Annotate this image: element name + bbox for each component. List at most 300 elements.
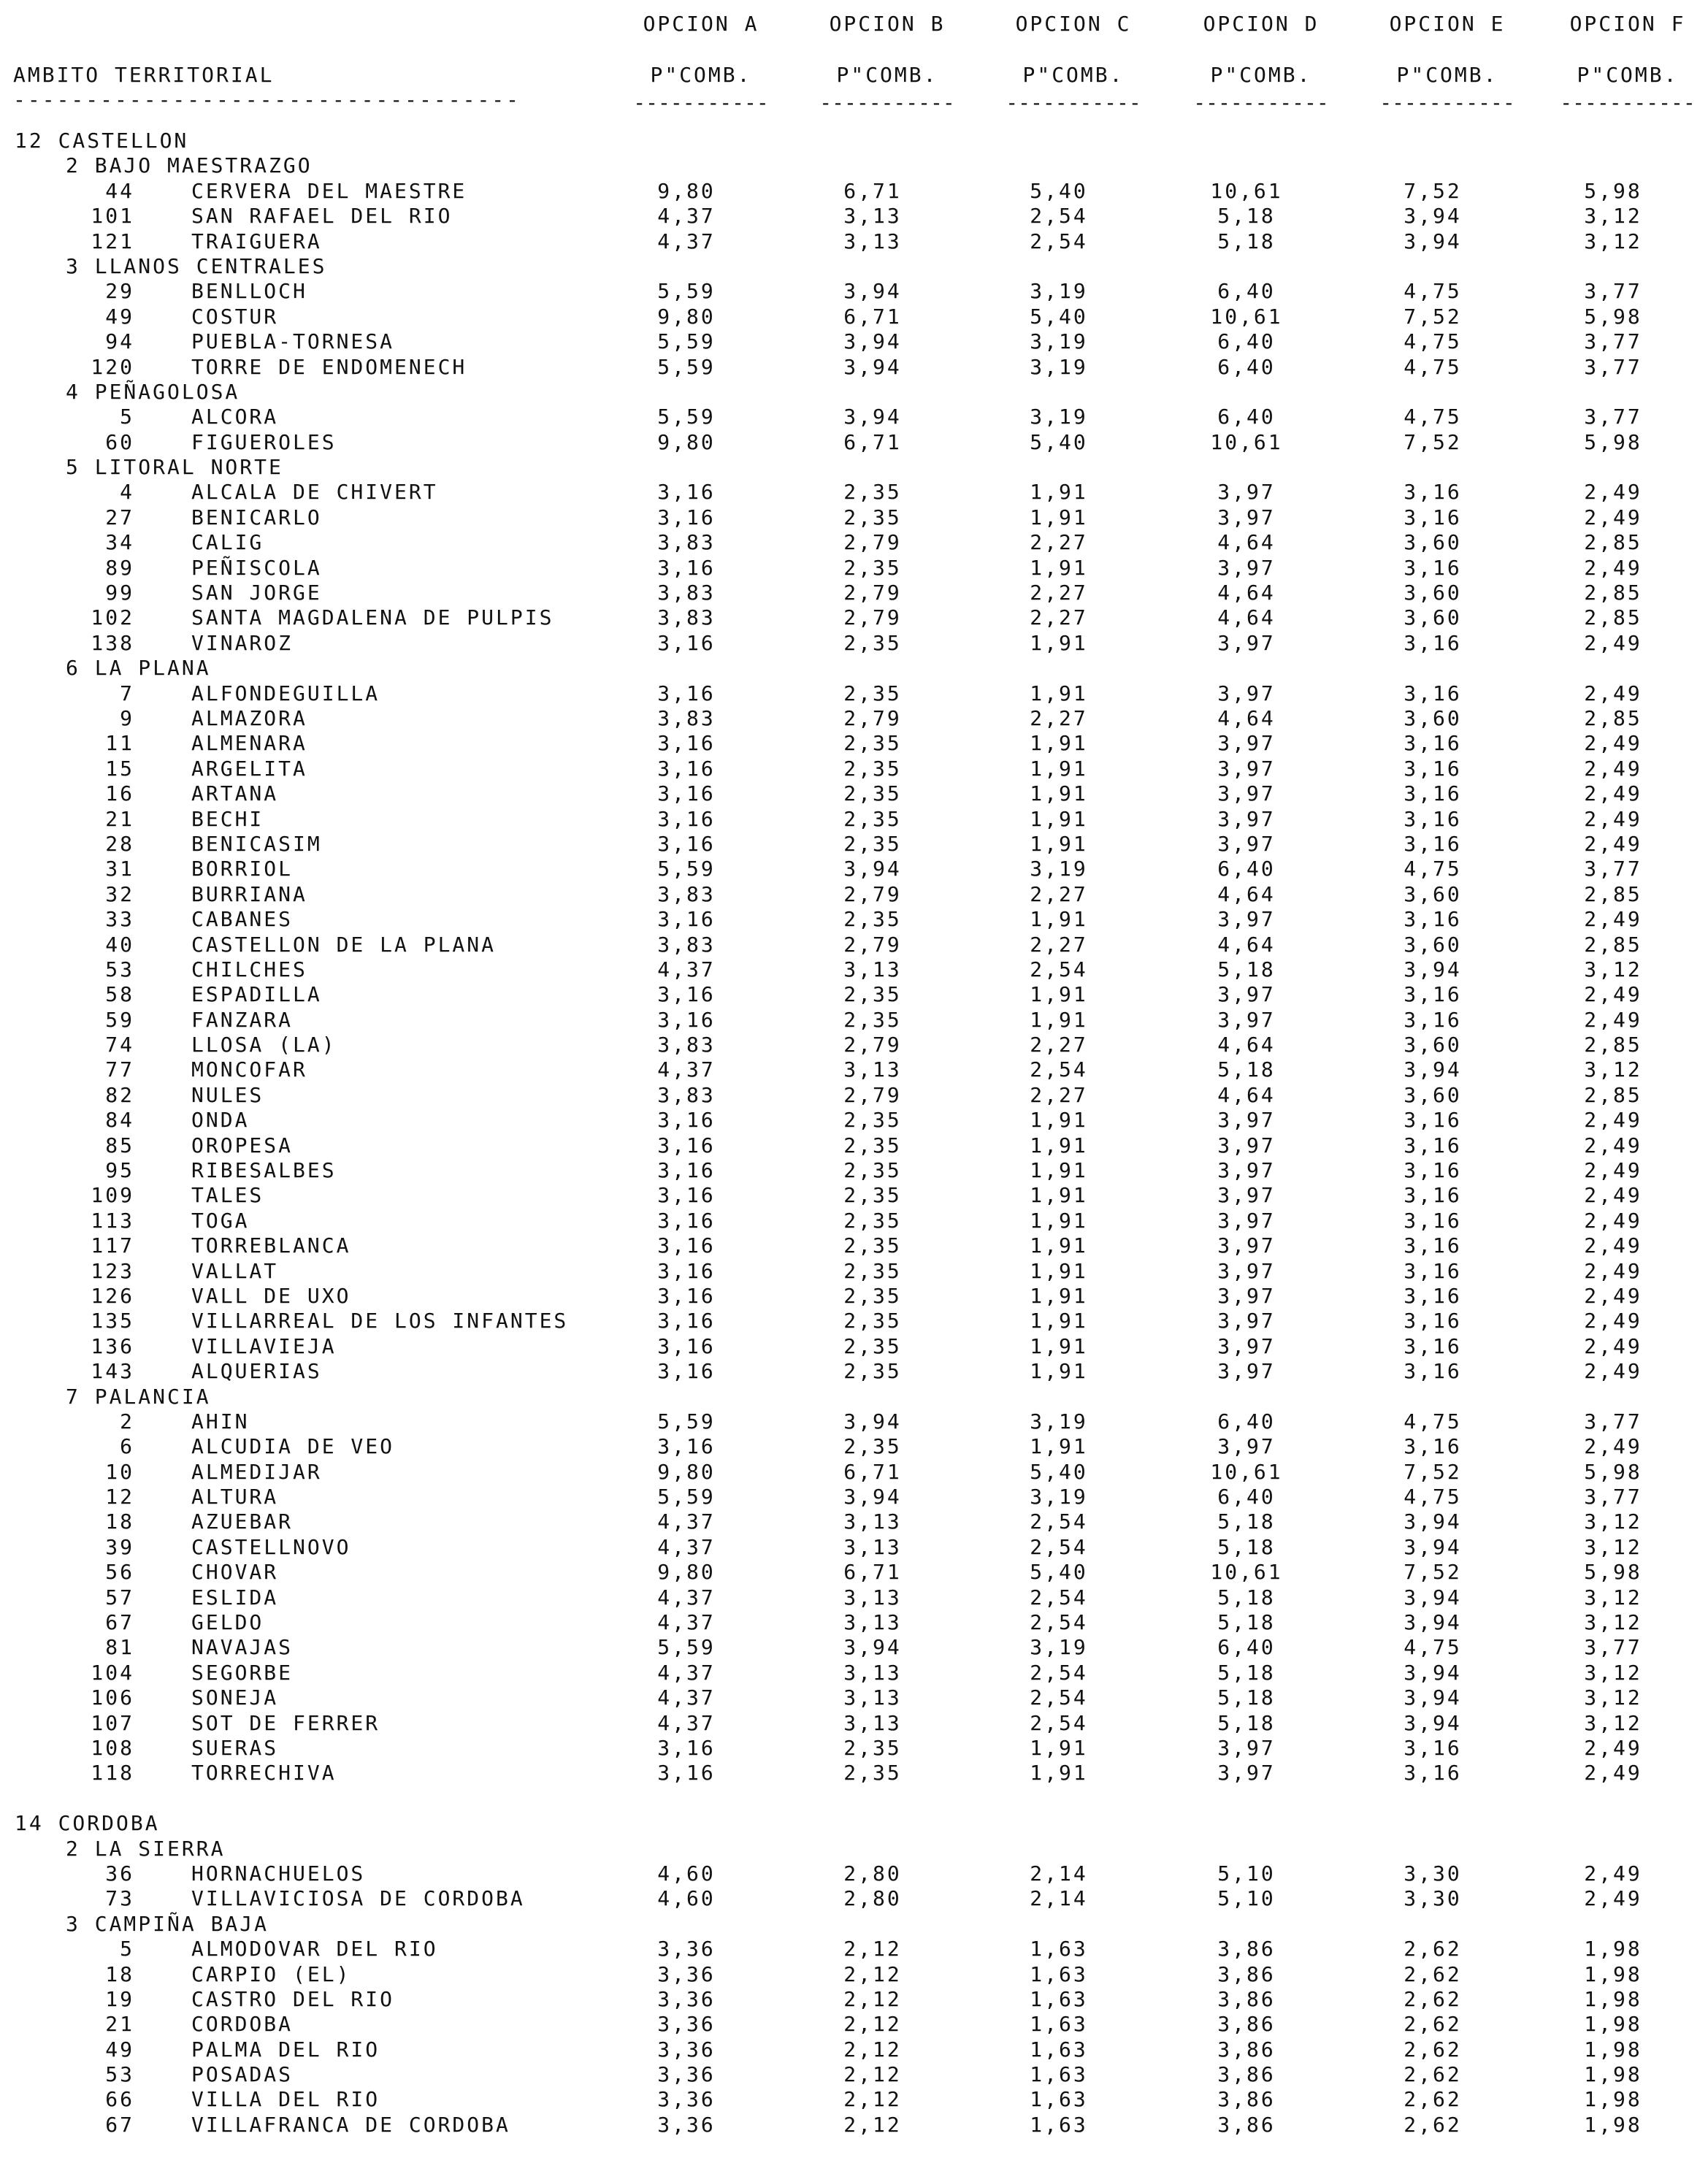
table-body <box>0 129 1708 2137</box>
municipality-name: SAN JORGE <box>191 581 322 605</box>
option-value-cell: 1,91 <box>1030 505 1088 529</box>
option-value-cell: 2,85 <box>1584 530 1642 555</box>
option-value-cell: 2,35 <box>843 1434 902 1459</box>
option-value-cell: 3,97 <box>1217 831 1276 856</box>
option-value-cell: 3,12 <box>1584 204 1642 229</box>
option-value-cell: 5,98 <box>1584 178 1642 203</box>
municipality-code: 4 <box>120 480 134 505</box>
option-value-cell: 5,40 <box>1030 178 1088 203</box>
option-value-cell: 2,85 <box>1584 932 1642 957</box>
option-value-cell: 5,40 <box>1030 304 1088 329</box>
municipality-code: 135 <box>91 1309 134 1333</box>
option-value-cell: 2,49 <box>1584 1761 1642 1785</box>
district-label: 7 PALANCIA <box>66 1384 211 1409</box>
option-value-cell: 3,97 <box>1217 505 1276 529</box>
table-row <box>0 631 1708 656</box>
option-value-cell: 1,63 <box>1030 1961 1088 1986</box>
option-value-cell: 3,94 <box>843 1409 902 1434</box>
option-e-subheader: P"COMB. <box>1396 63 1498 87</box>
option-value-cell: 3,97 <box>1217 907 1276 932</box>
table-row <box>0 2087 1708 2112</box>
option-value-cell: 3,13 <box>843 204 902 229</box>
territory-underline: ----------------------------------- <box>13 88 521 112</box>
option-f-underline: ----------- <box>1560 91 1696 115</box>
municipality-name: COSTUR <box>191 304 279 329</box>
option-value-cell: 7,52 <box>1403 304 1462 329</box>
option-value-cell: 4,75 <box>1403 1409 1462 1434</box>
option-value-cell: 3,77 <box>1584 1409 1642 1434</box>
option-value-cell: 4,75 <box>1403 279 1462 304</box>
option-value-cell: 2,27 <box>1030 705 1088 730</box>
municipality-code: 59 <box>105 1007 134 1032</box>
option-value-cell: 2,12 <box>843 2012 902 2037</box>
option-value-cell: 1,91 <box>1030 681 1088 705</box>
option-value-cell: 3,94 <box>1403 1585 1462 1610</box>
municipality-code: 34 <box>105 530 134 555</box>
option-value-cell: 3,16 <box>657 1158 716 1183</box>
option-value-cell: 5,40 <box>1030 1459 1088 1484</box>
table-row <box>0 1736 1708 1761</box>
option-value-cell: 3,97 <box>1217 555 1276 580</box>
option-value-cell: 3,97 <box>1217 731 1276 756</box>
option-value-cell: 3,16 <box>1403 1434 1462 1459</box>
municipality-code: 95 <box>105 1158 134 1183</box>
option-value-cell: 2,79 <box>843 581 902 605</box>
option-value-cell: 3,16 <box>1403 1309 1462 1333</box>
municipality-name: NAVAJAS <box>191 1635 294 1660</box>
option-value-cell: 2,14 <box>1030 1861 1088 1886</box>
option-value-cell: 2,54 <box>1030 1509 1088 1534</box>
option-value-cell: 3,60 <box>1403 1082 1462 1107</box>
option-value-cell: 2,49 <box>1584 1233 1642 1258</box>
option-value-cell: 3,12 <box>1584 1534 1642 1559</box>
option-value-cell: 5,18 <box>1217 204 1276 229</box>
option-value-cell: 4,64 <box>1217 932 1276 957</box>
table-row <box>0 1585 1708 1610</box>
option-value-cell: 4,75 <box>1403 1485 1462 1509</box>
option-value-cell: 3,94 <box>843 1485 902 1509</box>
table-row <box>0 882 1708 907</box>
section-spacer <box>0 1786 1708 1811</box>
option-value-cell: 3,60 <box>1403 932 1462 957</box>
table-row <box>0 1008 1708 1033</box>
option-value-cell: 3,83 <box>657 932 716 957</box>
option-value-cell: 3,16 <box>657 731 716 756</box>
option-value-cell: 3,77 <box>1584 405 1642 429</box>
option-value-cell: 1,91 <box>1030 1761 1088 1785</box>
option-value-cell: 2,35 <box>843 1359 902 1384</box>
option-value-cell: 3,97 <box>1217 1183 1276 1208</box>
municipality-code: 11 <box>105 731 134 756</box>
district-label: 4 PEÑAGOLOSA <box>66 379 240 404</box>
option-d-subheader: P"COMB. <box>1210 63 1312 87</box>
option-value-cell: 2,35 <box>843 1309 902 1333</box>
table-row <box>0 430 1708 455</box>
municipality-name: CASTELLNOVO <box>191 1534 351 1559</box>
option-value-cell: 2,49 <box>1584 1007 1642 1032</box>
table-row <box>0 1183 1708 1208</box>
option-value-cell: 1,91 <box>1030 1359 1088 1384</box>
option-value-cell: 3,94 <box>1403 1685 1462 1710</box>
option-value-cell: 2,79 <box>843 1082 902 1107</box>
option-value-cell: 3,13 <box>843 229 902 253</box>
table-row <box>0 1083 1708 1108</box>
table-row <box>0 832 1708 857</box>
option-value-cell: 2,85 <box>1584 605 1642 630</box>
municipality-name: CABANES <box>191 907 294 932</box>
option-value-cell: 3,13 <box>843 1057 902 1082</box>
option-value-cell: 2,27 <box>1030 1033 1088 1057</box>
option-value-cell: 5,18 <box>1217 1685 1276 1710</box>
option-value-cell: 2,79 <box>843 705 902 730</box>
option-value-cell: 3,16 <box>657 781 716 806</box>
option-value-cell: 3,30 <box>1403 1861 1462 1886</box>
option-value-cell: 2,35 <box>843 1283 902 1308</box>
table-row <box>0 2037 1708 2062</box>
municipality-name: TORREBLANCA <box>191 1233 351 1258</box>
option-value-cell: 4,37 <box>657 1509 716 1534</box>
option-value-cell: 5,59 <box>657 1635 716 1660</box>
option-value-cell: 6,40 <box>1217 1409 1276 1434</box>
option-value-cell: 3,16 <box>657 1761 716 1785</box>
municipality-code: 5 <box>120 1937 134 1961</box>
table-row <box>0 1460 1708 1485</box>
option-value-cell: 2,49 <box>1584 1434 1642 1459</box>
option-value-cell: 1,91 <box>1030 907 1088 932</box>
municipality-name: ESPADILLA <box>191 982 322 1007</box>
option-value-cell: 3,86 <box>1217 2012 1276 2037</box>
municipality-name: VILLAFRANCA DE CORDOBA <box>191 2112 510 2137</box>
option-value-cell: 3,16 <box>1403 1283 1462 1308</box>
district-heading <box>0 254 1708 279</box>
option-value-cell: 3,97 <box>1217 1258 1276 1283</box>
option-value-cell: 2,35 <box>843 1108 902 1133</box>
option-value-cell: 1,63 <box>1030 2037 1088 2062</box>
municipality-code: 12 <box>105 1485 134 1509</box>
option-value-cell: 3,12 <box>1584 229 1642 253</box>
municipality-name: CALIG <box>191 530 264 555</box>
option-value-cell: 2,49 <box>1584 1258 1642 1283</box>
option-value-cell: 3,16 <box>1403 1158 1462 1183</box>
option-value-cell: 3,16 <box>657 1133 716 1157</box>
option-value-cell: 2,62 <box>1403 2087 1462 2112</box>
option-value-cell: 5,10 <box>1217 1861 1276 1886</box>
option-value-cell: 3,94 <box>1403 957 1462 981</box>
municipality-code: 19 <box>105 1986 134 2011</box>
option-value-cell: 3,36 <box>657 2112 716 2137</box>
table-row <box>0 1485 1708 1509</box>
option-value-cell: 2,79 <box>843 932 902 957</box>
municipality-code: 21 <box>105 806 134 831</box>
municipality-name: ALMODOVAR DEL RIO <box>191 1937 438 1961</box>
option-value-cell: 6,71 <box>843 429 902 454</box>
option-value-cell: 1,63 <box>1030 1937 1088 1961</box>
option-value-cell: 3,94 <box>1403 1534 1462 1559</box>
table-row <box>0 1133 1708 1158</box>
option-value-cell: 2,54 <box>1030 1660 1088 1685</box>
option-value-cell: 2,54 <box>1030 1585 1088 1610</box>
option-value-cell: 4,37 <box>657 1610 716 1635</box>
option-value-cell: 3,16 <box>657 630 716 655</box>
municipality-name: HORNACHUELOS <box>191 1861 366 1886</box>
municipality-code: 5 <box>120 405 134 429</box>
option-value-cell: 3,97 <box>1217 630 1276 655</box>
option-value-cell: 3,16 <box>657 1736 716 1760</box>
option-value-cell: 3,12 <box>1584 1057 1642 1082</box>
municipality-name: RIBESALBES <box>191 1158 337 1183</box>
district-heading <box>0 380 1708 405</box>
option-value-cell: 2,49 <box>1584 1133 1642 1157</box>
option-value-cell: 1,91 <box>1030 1283 1088 1308</box>
option-value-cell: 6,40 <box>1217 857 1276 881</box>
municipality-code: 53 <box>105 957 134 981</box>
district-label: 3 CAMPIÑA BAJA <box>66 1911 269 1936</box>
option-value-cell: 3,60 <box>1403 581 1462 605</box>
option-value-cell: 3,16 <box>657 1233 716 1258</box>
option-value-cell: 3,97 <box>1217 1736 1276 1760</box>
municipality-name: AZUEBAR <box>191 1509 294 1534</box>
table-row <box>0 907 1708 932</box>
option-c-underline: ----------- <box>1006 91 1141 115</box>
option-value-cell: 10,61 <box>1210 429 1283 454</box>
option-value-cell: 2,49 <box>1584 1309 1642 1333</box>
option-value-cell: 5,59 <box>657 329 716 354</box>
municipality-code: 53 <box>105 2062 134 2087</box>
municipality-name: SEGORBE <box>191 1660 294 1685</box>
option-value-cell: 4,37 <box>657 1585 716 1610</box>
table-row <box>0 179 1708 204</box>
table-row <box>0 405 1708 429</box>
option-value-cell: 4,37 <box>657 1057 716 1082</box>
option-value-cell: 1,91 <box>1030 630 1088 655</box>
municipality-name: VILLA DEL RIO <box>191 2087 380 2112</box>
option-value-cell: 2,80 <box>843 1861 902 1886</box>
option-value-cell: 3,36 <box>657 2012 716 2037</box>
table-row <box>0 1409 1708 1434</box>
option-value-cell: 4,37 <box>657 1534 716 1559</box>
option-value-cell: 7,52 <box>1403 429 1462 454</box>
municipality-name: ALMEDIJAR <box>191 1459 322 1484</box>
option-value-cell: 3,60 <box>1403 1033 1462 1057</box>
option-value-cell: 1,91 <box>1030 1434 1088 1459</box>
option-value-cell: 5,18 <box>1217 229 1276 253</box>
option-value-cell: 2,62 <box>1403 1937 1462 1961</box>
table-row <box>0 355 1708 380</box>
option-value-cell: 3,97 <box>1217 1108 1276 1133</box>
district-heading <box>0 1837 1708 1861</box>
table-row <box>0 279 1708 304</box>
option-value-cell: 2,27 <box>1030 581 1088 605</box>
option-value-cell: 3,86 <box>1217 1937 1276 1961</box>
option-value-cell: 3,83 <box>657 605 716 630</box>
option-value-cell: 2,35 <box>843 555 902 580</box>
province-heading <box>0 129 1708 153</box>
option-value-cell: 3,19 <box>1030 857 1088 881</box>
option-value-cell: 3,86 <box>1217 2087 1276 2112</box>
option-value-cell: 6,40 <box>1217 329 1276 354</box>
option-value-cell: 2,14 <box>1030 1886 1088 1911</box>
municipality-code: 120 <box>91 354 134 379</box>
option-value-cell: 2,35 <box>843 731 902 756</box>
municipality-code: 49 <box>105 304 134 329</box>
option-value-cell: 3,16 <box>657 982 716 1007</box>
district-heading <box>0 455 1708 480</box>
option-value-cell: 3,19 <box>1030 405 1088 429</box>
option-value-cell: 3,16 <box>1403 480 1462 505</box>
option-value-cell: 1,91 <box>1030 731 1088 756</box>
option-value-cell: 2,49 <box>1584 1108 1642 1133</box>
municipality-name: VILLAVICIOSA DE CORDOBA <box>191 1886 525 1911</box>
option-value-cell: 2,35 <box>843 831 902 856</box>
option-value-cell: 2,49 <box>1584 1886 1642 1911</box>
option-value-cell: 2,12 <box>843 1961 902 1986</box>
municipality-code: 138 <box>91 630 134 655</box>
municipality-code: 21 <box>105 2012 134 2037</box>
option-value-cell: 4,75 <box>1403 329 1462 354</box>
option-value-cell: 4,37 <box>657 204 716 229</box>
option-value-cell: 7,52 <box>1403 1560 1462 1585</box>
option-value-cell: 3,94 <box>843 1635 902 1660</box>
municipality-code: 18 <box>105 1961 134 1986</box>
municipality-code: 107 <box>91 1710 134 1735</box>
option-value-cell: 3,77 <box>1584 1635 1642 1660</box>
option-value-cell: 10,61 <box>1210 304 1283 329</box>
district-label: 5 LITORAL NORTE <box>66 455 283 480</box>
option-value-cell: 2,49 <box>1584 1183 1642 1208</box>
municipality-name: SOT DE FERRER <box>191 1710 380 1735</box>
option-value-cell: 3,16 <box>1403 982 1462 1007</box>
option-value-cell: 5,59 <box>657 279 716 304</box>
option-value-cell: 4,37 <box>657 1660 716 1685</box>
table-row <box>0 1635 1708 1660</box>
option-value-cell: 5,18 <box>1217 1610 1276 1635</box>
option-value-cell: 3,77 <box>1584 354 1642 379</box>
municipality-code: 104 <box>91 1660 134 1685</box>
option-value-cell: 5,10 <box>1217 1886 1276 1911</box>
option-value-cell: 3,16 <box>1403 630 1462 655</box>
municipality-name: ALMENARA <box>191 731 307 756</box>
option-value-cell: 4,37 <box>657 957 716 981</box>
option-value-cell: 4,37 <box>657 1710 716 1735</box>
option-value-cell: 2,49 <box>1584 1283 1642 1308</box>
option-value-cell: 2,49 <box>1584 1736 1642 1760</box>
option-value-cell: 3,16 <box>1403 1258 1462 1283</box>
option-value-cell: 3,97 <box>1217 1133 1276 1157</box>
municipality-name: ALCUDIA DE VEO <box>191 1434 395 1459</box>
option-value-cell: 3,94 <box>843 405 902 429</box>
municipality-code: 67 <box>105 1610 134 1635</box>
district-heading <box>0 1385 1708 1409</box>
option-value-cell: 3,16 <box>657 681 716 705</box>
option-value-cell: 1,98 <box>1584 1986 1642 2011</box>
option-value-cell: 5,59 <box>657 354 716 379</box>
option-value-cell: 2,27 <box>1030 605 1088 630</box>
option-value-cell: 1,91 <box>1030 831 1088 856</box>
municipality-code: 7 <box>120 681 134 705</box>
option-value-cell: 2,85 <box>1584 1082 1642 1107</box>
municipality-code: 109 <box>91 1183 134 1208</box>
option-value-cell: 3,60 <box>1403 705 1462 730</box>
district-heading <box>0 153 1708 178</box>
district-label: 2 LA SIERRA <box>66 1836 226 1861</box>
option-value-cell: 10,61 <box>1210 178 1283 203</box>
table-row <box>0 505 1708 530</box>
municipality-name: ALFONDEGUILLA <box>191 681 380 705</box>
option-value-cell: 1,91 <box>1030 555 1088 580</box>
table-row <box>0 2113 1708 2137</box>
option-value-cell: 5,98 <box>1584 1459 1642 1484</box>
option-value-cell: 4,64 <box>1217 881 1276 906</box>
table-row <box>0 757 1708 781</box>
option-value-cell: 6,71 <box>843 304 902 329</box>
option-value-cell: 3,16 <box>1403 1133 1462 1157</box>
option-value-cell: 3,36 <box>657 2087 716 2112</box>
province-label: 14 CORDOBA <box>15 1811 160 1836</box>
municipality-name: OROPESA <box>191 1133 294 1157</box>
table-row <box>0 1033 1708 1057</box>
option-value-cell: 3,97 <box>1217 756 1276 781</box>
option-value-cell: 3,16 <box>1403 681 1462 705</box>
option-value-cell: 2,85 <box>1584 1033 1642 1057</box>
option-value-cell: 1,91 <box>1030 982 1088 1007</box>
table-row <box>0 1434 1708 1459</box>
option-value-cell: 2,49 <box>1584 1861 1642 1886</box>
option-value-cell: 3,36 <box>657 2037 716 2062</box>
municipality-code: 101 <box>91 204 134 229</box>
table-row <box>0 605 1708 630</box>
option-value-cell: 2,79 <box>843 1033 902 1057</box>
option-value-cell: 3,13 <box>843 1660 902 1685</box>
table-row <box>0 329 1708 354</box>
option-value-cell: 3,30 <box>1403 1886 1462 1911</box>
option-value-cell: 1,91 <box>1030 1183 1088 1208</box>
option-value-cell: 3,86 <box>1217 1961 1276 1986</box>
option-value-cell: 2,49 <box>1584 630 1642 655</box>
option-value-cell: 2,35 <box>843 756 902 781</box>
option-value-cell: 1,63 <box>1030 1986 1088 2011</box>
table-row <box>0 1560 1708 1585</box>
option-value-cell: 1,98 <box>1584 2112 1642 2137</box>
option-value-cell: 2,49 <box>1584 907 1642 932</box>
option-value-cell: 2,85 <box>1584 881 1642 906</box>
district-label: 3 LLANOS CENTRALES <box>66 253 327 278</box>
option-value-cell: 4,75 <box>1403 1635 1462 1660</box>
municipality-name: PUEBLA-TORNESA <box>191 329 395 354</box>
option-value-cell: 2,62 <box>1403 1986 1462 2011</box>
option-value-cell: 3,19 <box>1030 1485 1088 1509</box>
option-value-cell: 5,18 <box>1217 957 1276 981</box>
option-value-cell: 2,35 <box>843 1333 902 1358</box>
municipality-code: 94 <box>105 329 134 354</box>
municipality-name: SAN RAFAEL DEL RIO <box>191 204 453 229</box>
table-row <box>0 1535 1708 1560</box>
option-value-cell: 3,94 <box>1403 229 1462 253</box>
option-value-cell: 2,54 <box>1030 1710 1088 1735</box>
option-value-cell: 3,16 <box>1403 781 1462 806</box>
option-value-cell: 4,75 <box>1403 354 1462 379</box>
option-value-cell: 2,49 <box>1584 731 1642 756</box>
option-value-cell: 3,16 <box>657 1108 716 1133</box>
municipality-name: VILLARREAL DE LOS INFANTES <box>191 1309 569 1333</box>
option-value-cell: 3,16 <box>657 806 716 831</box>
municipality-code: 60 <box>105 429 134 454</box>
municipality-name: ALMAZORA <box>191 705 307 730</box>
option-value-cell: 3,94 <box>1403 1610 1462 1635</box>
option-value-cell: 3,97 <box>1217 1007 1276 1032</box>
option-value-cell: 3,13 <box>843 1534 902 1559</box>
option-value-cell: 3,16 <box>1403 1183 1462 1208</box>
municipality-name: FANZARA <box>191 1007 294 1032</box>
